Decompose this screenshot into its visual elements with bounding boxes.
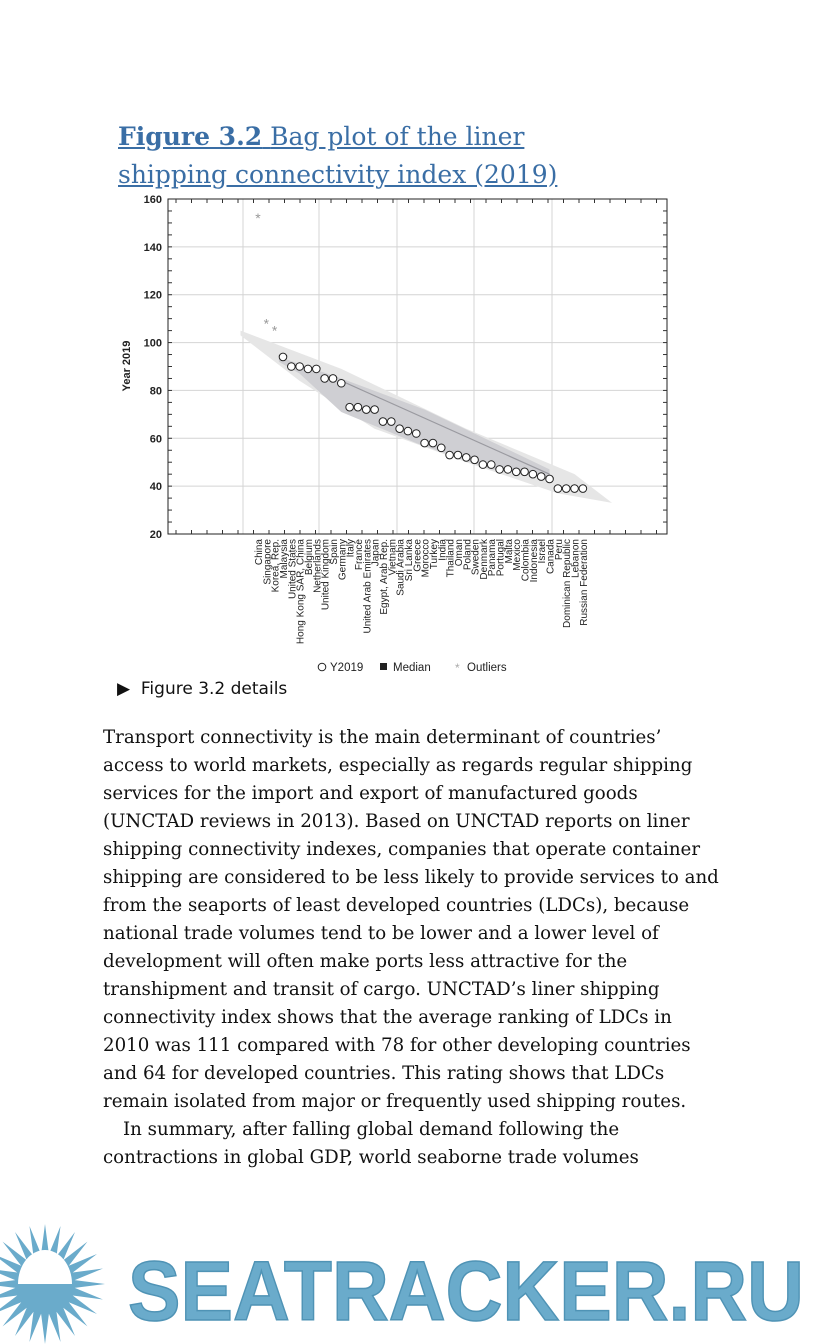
legend-median: Median [393, 662, 431, 674]
y-tick-label: 100 [143, 337, 162, 350]
x-tick-label: Vietnam [387, 539, 399, 576]
data-point [454, 451, 462, 459]
data-point [537, 473, 545, 481]
data-point [446, 451, 454, 459]
figure-details-label: Figure 3.2 details [140, 679, 288, 699]
data-point [521, 468, 529, 476]
y-tick-label: 80 [149, 385, 162, 398]
legend-y2019: Y2019 [330, 662, 364, 674]
legend [318, 661, 507, 675]
legend-outliers: Outliers [467, 662, 507, 674]
data-point [313, 365, 321, 373]
x-tick-label: Hong Kong SAR, China [295, 539, 307, 645]
x-tick-label: Italy [345, 539, 357, 558]
x-tick-label: Belgium [303, 539, 315, 576]
x-tick-label: Mexico [512, 539, 524, 571]
data-point [354, 403, 362, 411]
data-point [546, 475, 554, 483]
data-point [471, 456, 479, 464]
data-point [371, 406, 379, 414]
x-tick-label: Canada [545, 539, 557, 575]
data-point [437, 444, 445, 452]
y-tick-label: 160 [143, 194, 162, 206]
x-tick-label: Oman [453, 539, 465, 567]
x-tick-label: Dominican Republic [562, 539, 574, 628]
figure-title-text: Bag plot of the liner shipping connectivity index (2019) [118, 122, 558, 189]
x-tick-label: Korea, Rep. [270, 539, 282, 593]
data-point [429, 439, 437, 447]
x-tick-label: Portugal [495, 539, 507, 577]
seatracker-watermark-logo [0, 1222, 816, 1344]
outlier-point: * [255, 210, 261, 227]
data-point [479, 461, 487, 469]
legend-median-marker [380, 663, 387, 670]
x-tick-label: Malta [503, 539, 515, 564]
data-point [396, 425, 404, 433]
data-point [387, 418, 395, 426]
data-point [279, 353, 287, 361]
x-tick-label: Egypt, Arab Rep. [378, 539, 390, 615]
data-point [404, 427, 412, 435]
x-tick-label: Morocco [420, 539, 432, 578]
data-point [362, 406, 370, 414]
paragraph: In summary, after falling global demand following the contractions in global GDP, world seaborne trade volumes [103, 1119, 639, 1168]
watermark-text: SEATRACKER.RU [128, 1244, 804, 1338]
x-tick-label: Greece [412, 539, 424, 572]
x-tick-label: Lebanon [570, 539, 582, 578]
x-tick-label: Netherlands [312, 539, 324, 593]
legend-outliers-marker: * [455, 661, 460, 675]
data-point [304, 365, 312, 373]
x-tick-label: Turkey [428, 539, 440, 570]
points [255, 210, 586, 492]
data-point [554, 485, 562, 493]
x-tick-label: Thailand [445, 539, 457, 578]
triangle-right-icon: ▶ [117, 679, 131, 699]
data-point [346, 403, 354, 411]
paragraph: Transport connectivity is the main determinant of countries’ access to world markets, especially as regards regular shipping services for the import and export of manufactured goods (UNCTAD reviews in 2013). Based on UNCTAD reports on liner shipping connectivity indexes, companies that operate container shipping are considered to be less likely to provide services to and from the seaports of least developed countries (LDCs), because national trade volumes tend to be lower and a lower level of development will often make ports less attractive for the transhipment and transit of cargo. UNCTAD’s liner shipping connectivity index shows that the average ranking of LDCs in 2010 was 111 compared with 78 for other developing countries and 64 for developed countries. This rating shows that LDCs remain isolated from major or frequently used shipping routes. [103, 727, 719, 1112]
x-tick-label: Peru [553, 539, 565, 561]
x-tick-label: Indonesia [528, 539, 540, 583]
x-tick-label: Colombia [520, 539, 532, 582]
body-text [103, 724, 723, 1172]
y-tick-label: 60 [149, 433, 162, 446]
data-point [496, 466, 504, 474]
data-point [504, 466, 512, 474]
data-point [562, 485, 570, 493]
bag-plot-chart [0, 190, 816, 680]
x-tick-label: Germany [337, 539, 349, 581]
x-tick-label: France [353, 539, 365, 571]
data-point [487, 461, 495, 469]
figure-details-toggle[interactable] [117, 679, 287, 699]
y-tick-label: 40 [149, 481, 162, 494]
x-tick-label: Poland [462, 539, 474, 571]
y-tick-label: 120 [143, 289, 162, 302]
x-tick-label: Israel [537, 539, 549, 564]
data-point [421, 439, 429, 447]
outlier-point: * [271, 322, 278, 339]
x-tick-label: United Kingdom [320, 539, 332, 611]
sun-logo-icon [0, 1224, 105, 1344]
median-line [341, 381, 549, 474]
data-point [512, 468, 520, 476]
x-tick-label: Sweden [470, 539, 482, 576]
x-tick-label: Spain [328, 539, 340, 565]
x-tick-label: Russian Federation [578, 539, 590, 626]
data-point [329, 375, 337, 383]
outlier-point: * [263, 315, 270, 332]
data-point [379, 418, 387, 426]
figure-title[interactable] [118, 118, 638, 194]
y-tick-label: 140 [143, 241, 162, 254]
x-tick-label: Denmark [478, 539, 490, 580]
x-tick-label: India [437, 539, 449, 561]
data-point [288, 363, 296, 371]
data-point [412, 430, 420, 438]
data-point [462, 454, 470, 462]
x-tick-label: United States [287, 539, 299, 600]
x-tick-label: China [254, 539, 265, 566]
x-tick-label: Singapore [262, 539, 274, 585]
legend-y2019-marker [318, 663, 326, 671]
data-point [296, 363, 304, 371]
x-tick-label: United Arab Emirates [362, 539, 374, 634]
x-tick-label: Japan [370, 539, 382, 567]
x-tick-label: Panama [487, 539, 499, 577]
x-tick-label: Saudi Arabia [395, 539, 407, 596]
x-tick-label: Sri Lanka [403, 539, 415, 582]
figure-label: Figure 3.2 [118, 122, 263, 151]
grid [168, 199, 667, 534]
data-point [529, 470, 537, 478]
y-tick-label: 20 [149, 529, 162, 541]
data-point [571, 485, 579, 493]
data-point [338, 379, 346, 387]
data-point [321, 375, 329, 383]
data-point [579, 485, 587, 493]
x-tick-label: Malaysia [278, 539, 290, 579]
y-axis-label: Year 2019 [121, 340, 133, 392]
x-tick-labels [254, 538, 590, 644]
